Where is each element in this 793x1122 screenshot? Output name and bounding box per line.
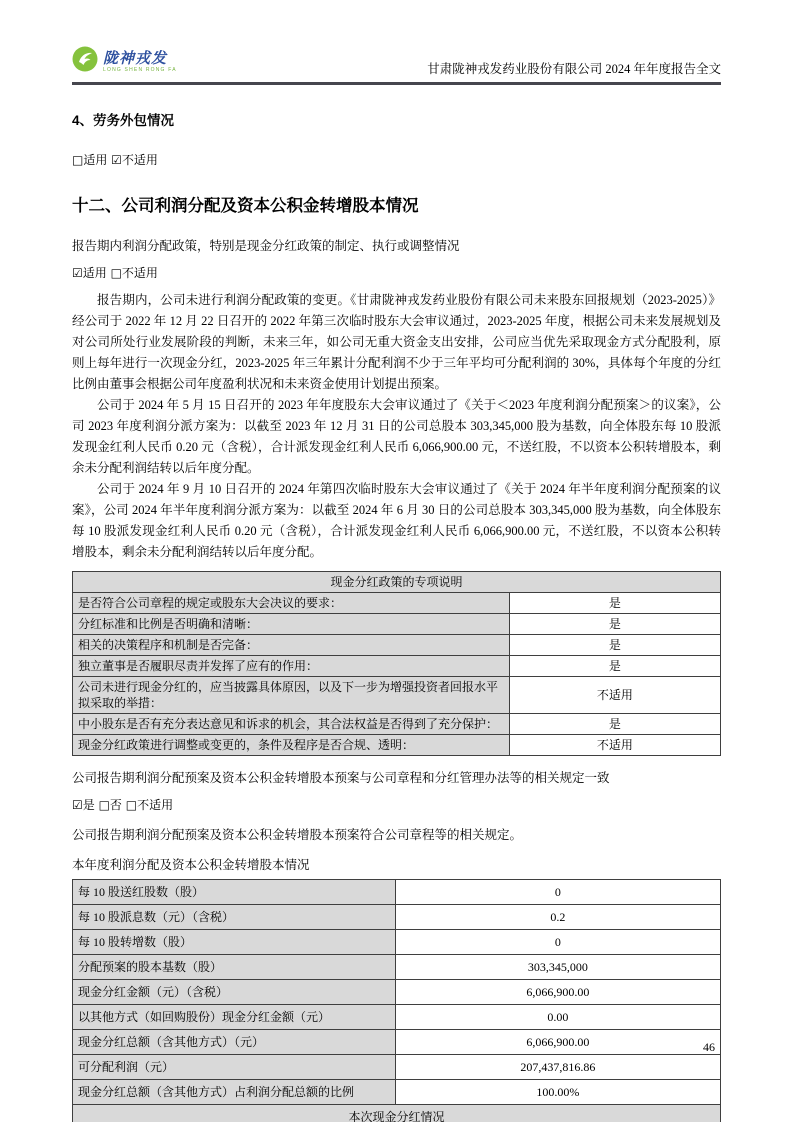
- paragraph-policy-change: 报告期内，公司未进行利润分配政策的变更。《甘肃陇神戎发药业股份有限公司未来股东回报规划（2023-2025）》经公司于 2022 年 12 月 22 日召开的 2022 年第三次临时股东大会审议通过，2023-2025 年度，根据公司未来发展规划及对公司所处行业发展阶段的判断，未来三年，如公司无重大资金支出安排，公司应当优先采取现金方式分配股利，原则上每年进行一次现金分红，2023-2025 年三年累计分配利润不少于三年平均可分配利润的 30%，具体每个年度的分红比例由董事会根据公司年度盈利状况和未来资金使用计划提出预案。: [72, 293, 721, 391]
- intro-line: 报告期内利润分配政策，特别是现金分红政策的制定、执行或调整情况: [72, 239, 460, 253]
- dividend-row-label: 现金分红总额（含其他方式）（元）: [73, 1030, 396, 1055]
- section-heading-profit-distribution: 十二、公司利润分配及资本公积金转增股本情况: [72, 197, 419, 215]
- dividend-table-caption: 本年度利润分配及资本公积金转增股本情况: [72, 858, 310, 872]
- dividend-row-label: 可分配利润（元）: [73, 1055, 396, 1080]
- consistency-statement: 公司报告期利润分配预案及资本公积金转增股本预案与公司章程和分红管理办法等的相关规定一致: [72, 771, 610, 785]
- table-row: [73, 955, 721, 980]
- dividend-row-value: 303,345,000: [395, 955, 720, 980]
- policy-row-label: 中小股东是否有充分表达意见和诉求的机会，其合法权益是否得到了充分保护：: [73, 714, 510, 735]
- table-row: [73, 572, 721, 593]
- page-number: 46: [703, 1040, 715, 1054]
- dividend-row-value: 207,437,816.86: [395, 1055, 720, 1080]
- table-row: [73, 1055, 721, 1080]
- applicability-checkboxes-s4: □适用 ☑不适用: [72, 153, 158, 167]
- policy-row-value: 是: [509, 635, 720, 656]
- applicability-checkboxes-s12: ☑适用 □不适用: [72, 266, 158, 280]
- dividend-row-label: 每 10 股转增数（股）: [73, 930, 396, 955]
- dividend-row-value: 6,066,900.00: [395, 1030, 720, 1055]
- table-row: [73, 980, 721, 1005]
- policy-row-value: 不适用: [509, 677, 720, 714]
- table-row: [73, 656, 721, 677]
- policy-row-value: 是: [509, 614, 720, 635]
- dividend-row-label: 每 10 股送红股数（股）: [73, 880, 396, 905]
- policy-row-label: 现金分红政策进行调整或变更的，条件及程序是否合规、透明：: [73, 735, 510, 756]
- policy-row-label: 是否符合公司章程的规定或股东大会决议的要求：: [73, 593, 510, 614]
- document-title: 甘肃陇神戎发药业股份有限公司 2024 年年度报告全文: [427, 62, 721, 76]
- dividend-row-value: 0.2: [395, 905, 720, 930]
- section-heading-labor-outsourcing: 4、劳务外包情况: [72, 113, 175, 128]
- dividend-row-label: 分配预案的股本基数（股）: [73, 955, 396, 980]
- policy-table-title: 现金分红政策的专项说明: [73, 572, 721, 593]
- table-row: [73, 1080, 721, 1105]
- table-row: [73, 1105, 721, 1122]
- dividend-row-label: 以其他方式（如回购股份）现金分红金额（元）: [73, 1005, 396, 1030]
- dividend-row-label: 现金分红金额（元）（含税）: [73, 980, 396, 1005]
- policy-row-label: 独立董事是否履职尽责并发挥了应有的作用：: [73, 656, 510, 677]
- dividend-row-value: 0.00: [395, 1005, 720, 1030]
- paragraph-2023-dividend: 公司于 2024 年 5 月 15 日召开的 2023 年年度股东大会审议通过了《关于＜2023 年度利润分配预案＞的议案》，公司 2023 年度利润分派方案为：以截至 2023 年 12 月 31 日的公司总股本 303,345,000 股为基数，向全体股东每 10 股派发现金红利人民币 0.20 元（含税），合计派发现金红利人民币 6,066,900.00 元，不送红股，不以资本公积转增股本，剩余未分配利润结转以后年度分配。: [72, 398, 721, 475]
- table-row: [73, 677, 721, 714]
- table-row: [73, 714, 721, 735]
- consistency-checkboxes: ☑是 □否 □不适用: [72, 798, 174, 812]
- body-paragraphs: [72, 290, 721, 563]
- policy-row-value: 是: [509, 593, 720, 614]
- logo-name-cn: 陇神戎发: [103, 49, 168, 67]
- company-logo: [72, 46, 177, 77]
- cash-dividend-policy-table: [72, 571, 721, 756]
- table-row: [73, 735, 721, 756]
- policy-row-value: 是: [509, 714, 720, 735]
- table-row: [73, 635, 721, 656]
- policy-row-label: 相关的决策程序和机制是否完备：: [73, 635, 510, 656]
- dividend-row-value: 0: [395, 880, 720, 905]
- dividend-row-value: 6,066,900.00: [395, 980, 720, 1005]
- dividend-row-label: 现金分红总额（含其他方式）占利润分配总额的比例: [73, 1080, 396, 1105]
- logo-name-en: LONG SHEN RONG FA: [103, 66, 177, 73]
- table-row: [73, 905, 721, 930]
- profit-distribution-table: [72, 879, 721, 1122]
- dividend-row-label: 每 10 股派息数（元）（含税）: [73, 905, 396, 930]
- dividend-row-value: 0: [395, 930, 720, 955]
- table-row: [73, 593, 721, 614]
- logo-text: [103, 51, 177, 73]
- paragraph-2024-interim-dividend: 公司于 2024 年 9 月 10 日召开的 2024 年第四次临时股东大会审议通过了《关于 2024 年半年度利润分配预案的议案》，公司 2024 年半年度利润分派方案为：以截至 2024 年 6 月 30 日的公司总股本 303,345,000 股为基数，向全体股东每 10 股派发现金红利人民币 0.20 元（含税），合计派发现金红利人民币 6,066,900.00 元，不送红股，不以资本公积转增股本，剩余未分配利润结转以后年度分配。: [72, 482, 721, 559]
- logo-icon: [72, 46, 98, 77]
- policy-row-value: 是: [509, 656, 720, 677]
- compliance-statement: 公司报告期利润分配预案及资本公积金转增股本预案符合公司章程等的相关规定。: [72, 828, 523, 842]
- dividend-table-footer: 本次现金分红情况: [73, 1105, 721, 1122]
- table-row: [73, 930, 721, 955]
- policy-row-value: 不适用: [509, 735, 720, 756]
- page-header: [72, 0, 721, 85]
- table-row: [73, 1005, 721, 1030]
- dividend-row-value: 100.00%: [395, 1080, 720, 1105]
- policy-row-label: 分红标准和比例是否明确和清晰：: [73, 614, 510, 635]
- policy-row-label: 公司未进行现金分红的，应当披露具体原因，以及下一步为增强投资者回报水平拟采取的举措：: [73, 677, 510, 714]
- table-row: [73, 880, 721, 905]
- table-row: [73, 614, 721, 635]
